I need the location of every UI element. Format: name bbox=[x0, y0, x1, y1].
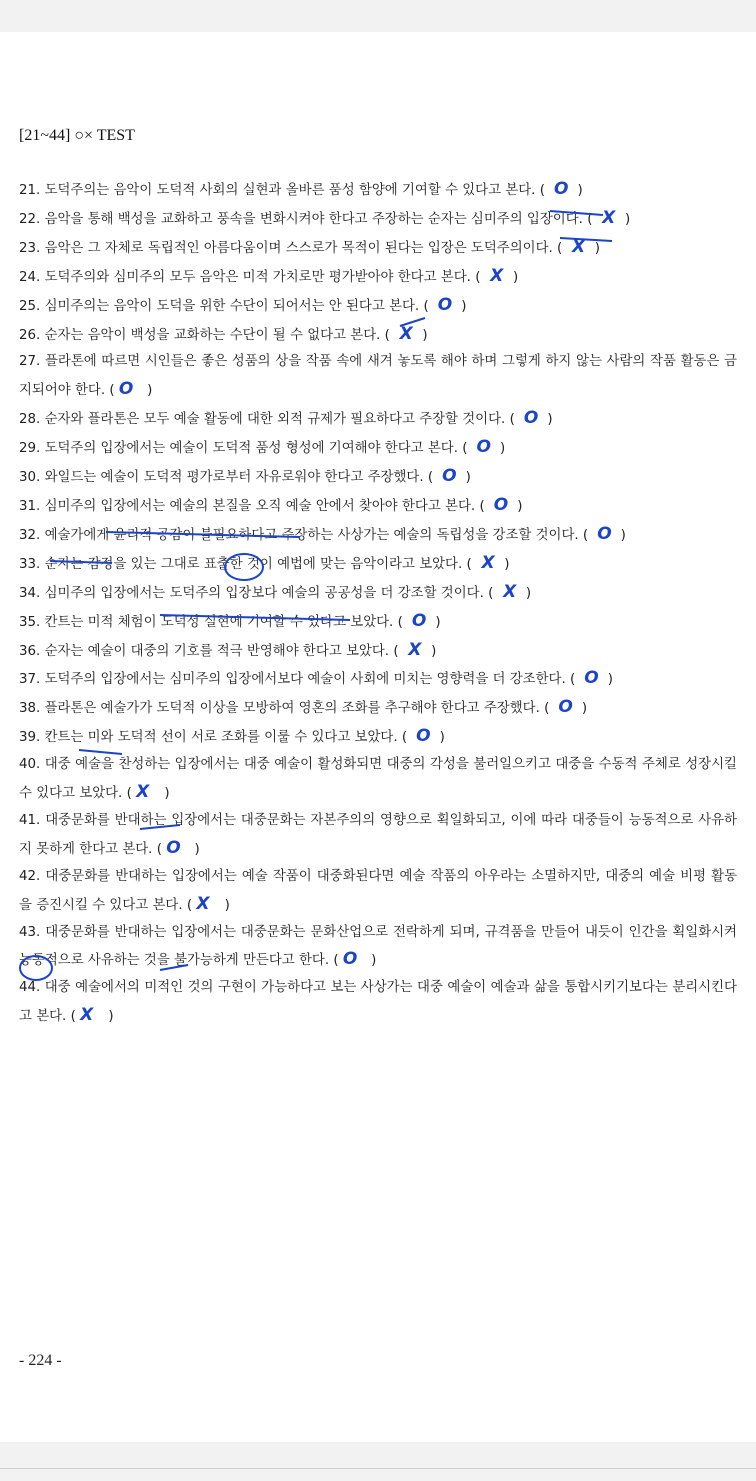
question-item: 28. 순자와 플라톤은 모두 예술 활동에 대한 외적 규제가 필요하다고 주장할 것이다. ( O ) bbox=[19, 405, 737, 434]
question-number: 26. bbox=[19, 327, 41, 343]
question-number: 35. bbox=[19, 614, 41, 630]
answer-mark: O bbox=[584, 668, 599, 689]
question-item: 33. 순자는 감정을 있는 그대로 표출한 것이 예법에 맞는 음악이라고 보았다. ( X ) bbox=[19, 550, 737, 579]
question-number: 29. bbox=[19, 441, 41, 457]
question-number: 39. bbox=[19, 730, 41, 746]
question-text: 심미주의 입장에서는 도덕주의 입장보다 예술의 공공성을 더 강조할 것이다. bbox=[44, 585, 484, 601]
question-number: 21. bbox=[19, 183, 41, 198]
question-item: 32. 예술가에게 윤리적 공감이 불필요하다고 주장하는 사상가는 예술의 독립성을 강조할 것이다. ( O ) bbox=[19, 521, 737, 550]
answer-mark: O bbox=[476, 437, 491, 458]
question-number: 43. bbox=[19, 924, 41, 940]
question-text: 플라톤은 예술가가 도덕적 이상을 모방하여 영혼의 조화를 추구해야 한다고 주장했다. bbox=[44, 701, 540, 717]
question-text: 플라톤에 따르면 시인들은 좋은 성품의 상을 작품 속에 새겨 놓도록 해야 하며 그렇게 하지 않는 사람의 작품 활동은 금지되어야 한다. bbox=[19, 354, 737, 399]
question-item: 44. 대중 예술에서의 미적인 것의 구현이 가능하다고 보는 사상가는 대중 예술이 예술과 삶을 통합시키기보다는 분리시킨다고 본다. ( X ) bbox=[19, 975, 737, 1031]
question-item: 37. 도덕주의 입장에서는 심미주의 입장에서보다 예술이 사회에 미치는 영향력을 더 강조한다. ( O ) bbox=[19, 665, 737, 694]
answer-mark: X bbox=[490, 265, 504, 286]
answer-mark: O bbox=[553, 179, 569, 199]
answer-mark: O bbox=[442, 466, 457, 487]
question-item: 21. 도덕주의는 음악이 도덕적 사회의 실현과 올바른 품성 함양에 기여할 수 있다고 본다. ( O ) bbox=[19, 176, 737, 205]
question-text: 칸트는 미적 체험이 도덕성 실현에 기여할 수 있다고 보았다. bbox=[44, 614, 394, 630]
question-number: 41. bbox=[19, 812, 41, 828]
question-text: 순자는 음악이 백성을 교화하는 수단이 될 수 없다고 본다. bbox=[44, 327, 381, 343]
question-item: 31. 심미주의 입장에서는 예술의 본질을 오직 예술 안에서 찾아야 한다고 본다. ( O ) bbox=[19, 492, 737, 521]
bottom-divider bbox=[0, 1468, 756, 1469]
question-item: 40. 대중 예술을 찬성하는 입장에서는 대중 예술이 활성화되면 대중의 각성을 불러일으키고 대중을 수동적 주체로 성장시킬 수 있다고 보았다. ( X ) bbox=[19, 752, 737, 808]
answer-mark: O bbox=[342, 949, 358, 970]
question-text: 예술가에게 윤리적 공감이 불필요하다고 주장하는 사상가는 예술의 독립성을 강조할 것이다. bbox=[44, 527, 579, 543]
question-text: 순자는 감정을 있는 그대로 표출한 것이 예법에 맞는 음악이라고 보았다. bbox=[44, 556, 463, 572]
answer-mark: O bbox=[416, 726, 431, 747]
question-item: 22. 음악을 통해 백성을 교화하고 풍속을 변화시켜야 한다고 주장하는 순자는 심미주의 입장이다. ( X ) bbox=[19, 205, 737, 234]
question-item: 27. 플라톤에 따르면 시인들은 좋은 성품의 상을 작품 속에 새겨 놓도록 해야 하며 그렇게 하지 않는 사람의 작품 활동은 금지되어야 한다. ( O ) bbox=[19, 349, 737, 405]
question-text: 도덕주의 입장에서는 심미주의 입장에서보다 예술이 사회에 미치는 영향력을 더 강조한다. bbox=[44, 672, 566, 688]
question-item: 39. 칸트는 미와 도덕적 선이 서로 조화를 이룰 수 있다고 보았다. ( O ) bbox=[19, 723, 737, 752]
question-number: 24. bbox=[19, 269, 41, 285]
question-number: 44. bbox=[19, 980, 41, 996]
answer-mark: X bbox=[196, 893, 210, 914]
answer-mark: X bbox=[408, 639, 422, 660]
question-item: 42. 대중문화를 반대하는 입장에서는 예술 작품이 대중화된다면 예술 작품의 아우라는 소멸하지만, 대중의 예술 비평 활동을 증진시킬 수 있다고 본다. ( X ) bbox=[19, 864, 737, 920]
answer-mark: X bbox=[481, 552, 495, 573]
answer-mark: O bbox=[411, 610, 427, 631]
question-number: 23. bbox=[19, 240, 41, 256]
question-number: 33. bbox=[19, 556, 41, 572]
question-item: 29. 도덕주의 입장에서는 예술이 도덕적 품성 형성에 기여해야 한다고 본다. ( O ) bbox=[19, 434, 737, 463]
question-number: 28. bbox=[19, 412, 41, 428]
answer-mark: O bbox=[437, 294, 453, 315]
question-text: 순자는 예술이 대중의 기호를 적극 반영해야 한다고 보았다. bbox=[44, 643, 390, 659]
answer-mark: O bbox=[523, 408, 539, 429]
answer-mark: O bbox=[493, 494, 509, 515]
answer-mark: X bbox=[80, 1005, 94, 1026]
question-item: 23. 음악은 그 자체로 독립적인 아름다움이며 스스로가 목적이 된다는 입장은 도덕주의이다. ( X ) bbox=[19, 234, 737, 263]
question-number: 36. bbox=[19, 643, 41, 659]
question-number: 42. bbox=[19, 868, 41, 884]
question-item: 36. 순자는 예술이 대중의 기호를 적극 반영해야 한다고 보았다. ( X ) bbox=[19, 637, 737, 666]
question-item: 26. 순자는 음악이 백성을 교화하는 수단이 될 수 없다고 본다. ( X ) bbox=[19, 321, 737, 350]
question-text: 순자와 플라톤은 모두 예술 활동에 대한 외적 규제가 필요하다고 주장할 것이다. bbox=[44, 412, 506, 428]
question-text: 와일드는 예술이 도덕적 평가로부터 자유로워야 한다고 주장했다. bbox=[44, 470, 424, 486]
answer-mark: X bbox=[571, 236, 586, 257]
question-item: 38. 플라톤은 예술가가 도덕적 이상을 모방하여 영혼의 조화를 추구해야 한다고 주장했다. ( O ) bbox=[19, 694, 737, 723]
question-number: 27. bbox=[19, 354, 41, 370]
answer-mark: O bbox=[597, 523, 612, 544]
question-text: 대중 예술을 찬성하는 입장에서는 대중 예술이 활성화되면 대중의 각성을 불러일으키고 대중을 수동적 주체로 성장시킬 수 있다고 보았다. bbox=[19, 757, 737, 802]
question-text: 심미주의 입장에서는 예술의 본질을 오직 예술 안에서 찾아야 한다고 본다. bbox=[44, 498, 476, 514]
question-text: 도덕주의 입장에서는 예술이 도덕적 품성 형성에 기여해야 한다고 본다. bbox=[44, 441, 458, 457]
answer-mark: X bbox=[136, 782, 150, 803]
question-number: 30. bbox=[19, 470, 41, 486]
question-text: 대중문화를 반대하는 입장에서는 예술 작품이 대중화된다면 예술 작품의 아우라는 소멸하지만, 대중의 예술 비평 활동을 증진시킬 수 있다고 본다. bbox=[19, 868, 738, 913]
answer-mark: X bbox=[503, 581, 517, 602]
question-text: 대중 예술에서의 미적인 것의 구현이 가능하다고 보는 사상가는 대중 예술이 예술과 삶을 통합시키기보다는 분리시킨다고 본다. bbox=[19, 980, 737, 1025]
page-number: - 224 - bbox=[19, 1352, 62, 1369]
answer-mark: O bbox=[166, 837, 181, 858]
answer-mark: O bbox=[558, 697, 573, 718]
answer-mark: O bbox=[118, 379, 134, 400]
question-number: 38. bbox=[19, 701, 41, 717]
question-text: 대중문화를 반대하는 입장에서는 대중문화는 자본주의의 영향으로 획일화되고, 이에 따라 대중들이 능동적으로 사유하지 못하게 한다고 본다. bbox=[19, 812, 737, 857]
question-text: 대중문화를 반대하는 입장에서는 대중문화는 문화산업으로 전락하게 되며, 규격품을 만들어 내듯이 인간을 획일화시켜 능동적으로 사유하는 것을 불가능하게 만든다고 한다. bbox=[19, 924, 737, 969]
question-text: 음악은 그 자체로 독립적인 아름다움이며 스스로가 목적이 된다는 입장은 도덕주의이다. bbox=[44, 240, 553, 256]
question-item: 25. 심미주의는 음악이 도덕을 위한 수단이 되어서는 안 된다고 본다. ( O ) bbox=[19, 292, 737, 321]
question-text: 심미주의는 음악이 도덕을 위한 수단이 되어서는 안 된다고 본다. bbox=[44, 298, 420, 314]
question-item: 41. 대중문화를 반대하는 입장에서는 대중문화는 자본주의의 영향으로 획일화되고, 이에 따라 대중들이 능동적으로 사유하지 못하게 한다고 본다. ( O ) bbox=[19, 808, 737, 864]
question-number: 31. bbox=[19, 498, 41, 514]
answer-mark: X bbox=[602, 207, 616, 228]
question-number: 37. bbox=[19, 672, 41, 688]
question-item: 35. 칸트는 미적 체험이 도덕성 실현에 기여할 수 있다고 보았다. ( O ) bbox=[19, 608, 737, 637]
question-list bbox=[19, 176, 737, 1031]
question-text: 칸트는 미와 도덕적 선이 서로 조화를 이룰 수 있다고 보았다. bbox=[44, 730, 398, 746]
question-number: 34. bbox=[19, 585, 41, 601]
question-text: 음악을 통해 백성을 교화하고 풍속을 변화시켜야 한다고 주장하는 순자는 심미주의 입장이다. bbox=[44, 211, 583, 227]
question-item: 24. 도덕주의와 심미주의 모두 음악은 미적 가치로만 평가받아야 한다고 본다. ( X ) bbox=[19, 263, 737, 292]
question-number: 25. bbox=[19, 298, 41, 314]
question-number: 32. bbox=[19, 527, 41, 543]
question-number: 40. bbox=[19, 757, 41, 773]
question-item: 43. 대중문화를 반대하는 입장에서는 대중문화는 문화산업으로 전락하게 되며, 규격품을 만들어 내듯이 인간을 획일화시켜 능동적으로 사유하는 것을 불가능하게 만든다고 한다. ( O ) bbox=[19, 920, 737, 976]
question-item: 30. 와일드는 예술이 도덕적 평가로부터 자유로워야 한다고 주장했다. ( O ) bbox=[19, 463, 737, 492]
question-item: 34. 심미주의 입장에서는 도덕주의 입장보다 예술의 공공성을 더 강조할 것이다. ( X ) bbox=[19, 579, 737, 608]
section-heading: [21~44] ○× TEST bbox=[19, 127, 135, 144]
question-number: 22. bbox=[19, 211, 41, 227]
question-text: 도덕주의와 심미주의 모두 음악은 미적 가치로만 평가받아야 한다고 본다. bbox=[44, 269, 471, 285]
question-text: 도덕주의는 음악이 도덕적 사회의 실현과 올바른 품성 함양에 기여할 수 있다고 본다. bbox=[44, 183, 536, 198]
answer-mark: X bbox=[399, 323, 413, 344]
